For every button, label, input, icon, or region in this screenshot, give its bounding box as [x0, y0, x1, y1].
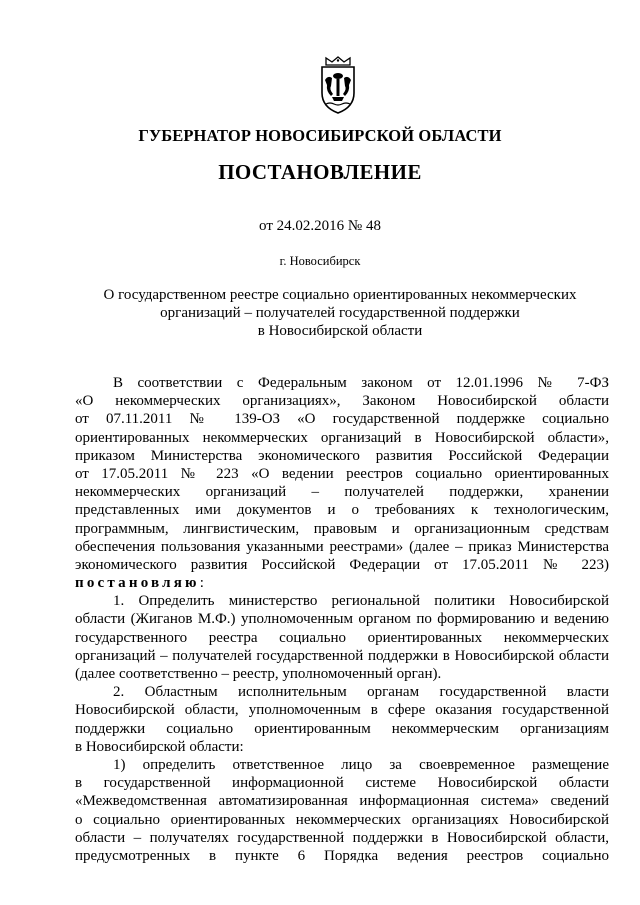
body-line: обеспечения пользования указанными реестрами» (далее – приказ Министерства	[75, 538, 609, 555]
body-line: программным, лингвистическим, правовым и организационным средствам	[75, 520, 609, 537]
coat-of-arms-icon	[314, 56, 362, 116]
body-line: «Межведомственная автоматизированная информационная система» сведений	[75, 793, 609, 810]
authority-title: ГУБЕРНАТОР НОВОСИБИРСКОЙ ОБЛАСТИ	[138, 126, 502, 145]
document-city: г. Новосибирск	[279, 254, 361, 268]
document-body	[75, 374, 609, 865]
body-line: (далее соответственно – реестр, уполномоченный орган).	[75, 666, 442, 682]
body-line: представленных ими документов и о требованиях к технологическим,	[75, 502, 609, 519]
document-subject	[80, 286, 600, 340]
body-line: экономического развития Российской Федерации от 17.05.2011 № 223)	[75, 556, 609, 573]
body-line: некоммерческих организаций – получателей поддержки, хранении	[75, 484, 609, 501]
body-line: в Новосибирской области:	[75, 738, 244, 755]
body-line: от 07.11.2011 № 139-ОЗ «О государственной поддержке социально	[75, 411, 609, 428]
body-line: области (Жиганов М.Ф.) уполномоченным органом по формированию и ведению	[75, 611, 609, 628]
body-line: В соответствии с Федеральным законом от 12.01.1996 № 7-ФЗ	[113, 375, 609, 391]
subject-line: О государственном реестре социально ориентированных некоммерческих	[103, 287, 577, 303]
body-line: приказом Министерства экономического развития Российской Федерации	[75, 447, 609, 464]
body-line: «О некоммерческих организациях», Законом Новосибирской области	[75, 393, 609, 410]
body-line: государственного реестра социально ориентированных некоммерческих	[75, 629, 609, 646]
body-line: предусмотренных в пункте 6 Порядка ведения реестров социально	[75, 847, 609, 864]
decree-word: постановляю	[75, 575, 200, 592]
subject-line: организаций – получателей государственной поддержки	[160, 305, 520, 321]
document-type-title: ПОСТАНОВЛЕНИЕ	[218, 160, 422, 184]
body-line: Новосибирской области, уполномоченным в сфере оказания государственной	[75, 702, 609, 719]
decree-line	[75, 574, 609, 592]
body-line: 1. Определить министерство региональной политики Новосибирской	[113, 593, 609, 610]
body-line: в государственной информационной системе Новосибирской области	[75, 775, 609, 792]
body-line: ориентированных некоммерческих организаций в Новосибирской области»,	[75, 429, 609, 446]
body-line: 2. Областным исполнительным органам государственной власти	[113, 684, 609, 701]
decree-colon: :	[199, 575, 204, 592]
body-line: о социально ориентированных некоммерческих организациях Новосибирской	[75, 811, 609, 828]
subject-line: в Новосибирской области	[257, 323, 423, 339]
body-line: поддержки социально ориентированным некоммерческим организациям	[75, 720, 609, 737]
body-line: организаций – получателей государственной поддержки в Новосибирской области	[75, 647, 609, 664]
body-line: области – получателях государственной поддержки в Новосибирской области,	[75, 829, 609, 846]
body-line: от 17.05.2011 № 223 «О ведении реестров социально ориентированных	[75, 465, 609, 482]
document-date-number: от 24.02.2016 № 48	[259, 218, 381, 234]
body-line: 1) определить ответственное лицо за своевременное размещение	[113, 756, 609, 773]
